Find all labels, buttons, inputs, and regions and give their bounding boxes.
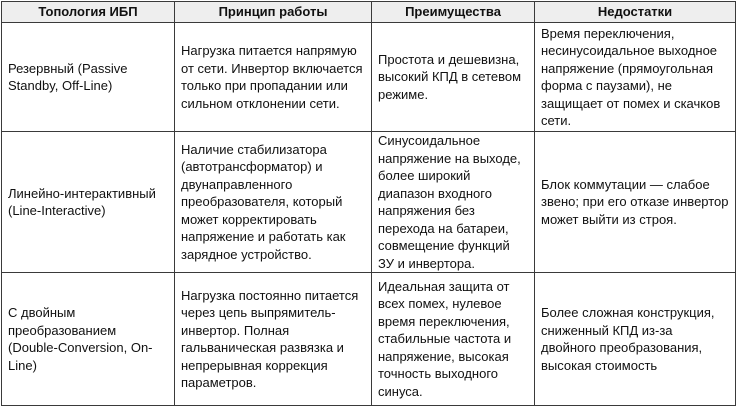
header-row	[2, 2, 736, 23]
disadvantages-cell: Блок коммутации — слабое звено; при его отказе инвертор может выйти из строя.	[535, 132, 736, 273]
disadvantages-cell: Более сложная конструкция, сниженный КПД из-за двойного преобразования, высокая стоимость	[535, 273, 736, 406]
topology-cell: Резервный (Passive Standby, Off-Line)	[2, 23, 175, 132]
topology-cell: Линейно-интерактивный (Line-Interactive)	[2, 132, 175, 273]
header-principle: Принцип работы	[175, 2, 372, 23]
header-advantages: Преимущества	[372, 2, 535, 23]
principle-cell: Нагрузка постоянно питается через цепь выпрямитель-инвертор. Полная гальваническая развязка и непрерывная коррекция параметров.	[175, 273, 372, 406]
topology-cell: С двойным преобразованием (Double-Conversion, On-Line)	[2, 273, 175, 406]
disadvantages-cell: Время переключения, несинусоидальное выходное напряжение (прямоугольная форма с паузами), не защищает от помех и скачков сети.	[535, 23, 736, 132]
header-topology: Топология ИБП	[2, 2, 175, 23]
ups-topology-table	[1, 1, 736, 406]
principle-cell: Нагрузка питается напрямую от сети. Инвертор включается только при пропадании или сильном отклонении сети.	[175, 23, 372, 132]
advantages-cell: Идеальная защита от всех помех, нулевое время переключения, стабильные частота и напряжение, высокая точность выходного синуса.	[372, 273, 535, 406]
advantages-cell: Простота и дешевизна, высокий КПД в сетевом режиме.	[372, 23, 535, 132]
table-row	[2, 273, 736, 406]
principle-cell: Наличие стабилизатора (автотрансформатор) и двунаправленного преобразователя, который может корректировать напряжение и работать как зарядное устройство.	[175, 132, 372, 273]
advantages-cell: Синусоидальное напряжение на выходе, более широкий диапазон входного напряжения без перехода на батареи, совмещение функций ЗУ и инвертора.	[372, 132, 535, 273]
table-row	[2, 23, 736, 132]
header-disadvantages: Недостатки	[535, 2, 736, 23]
table-row	[2, 132, 736, 273]
